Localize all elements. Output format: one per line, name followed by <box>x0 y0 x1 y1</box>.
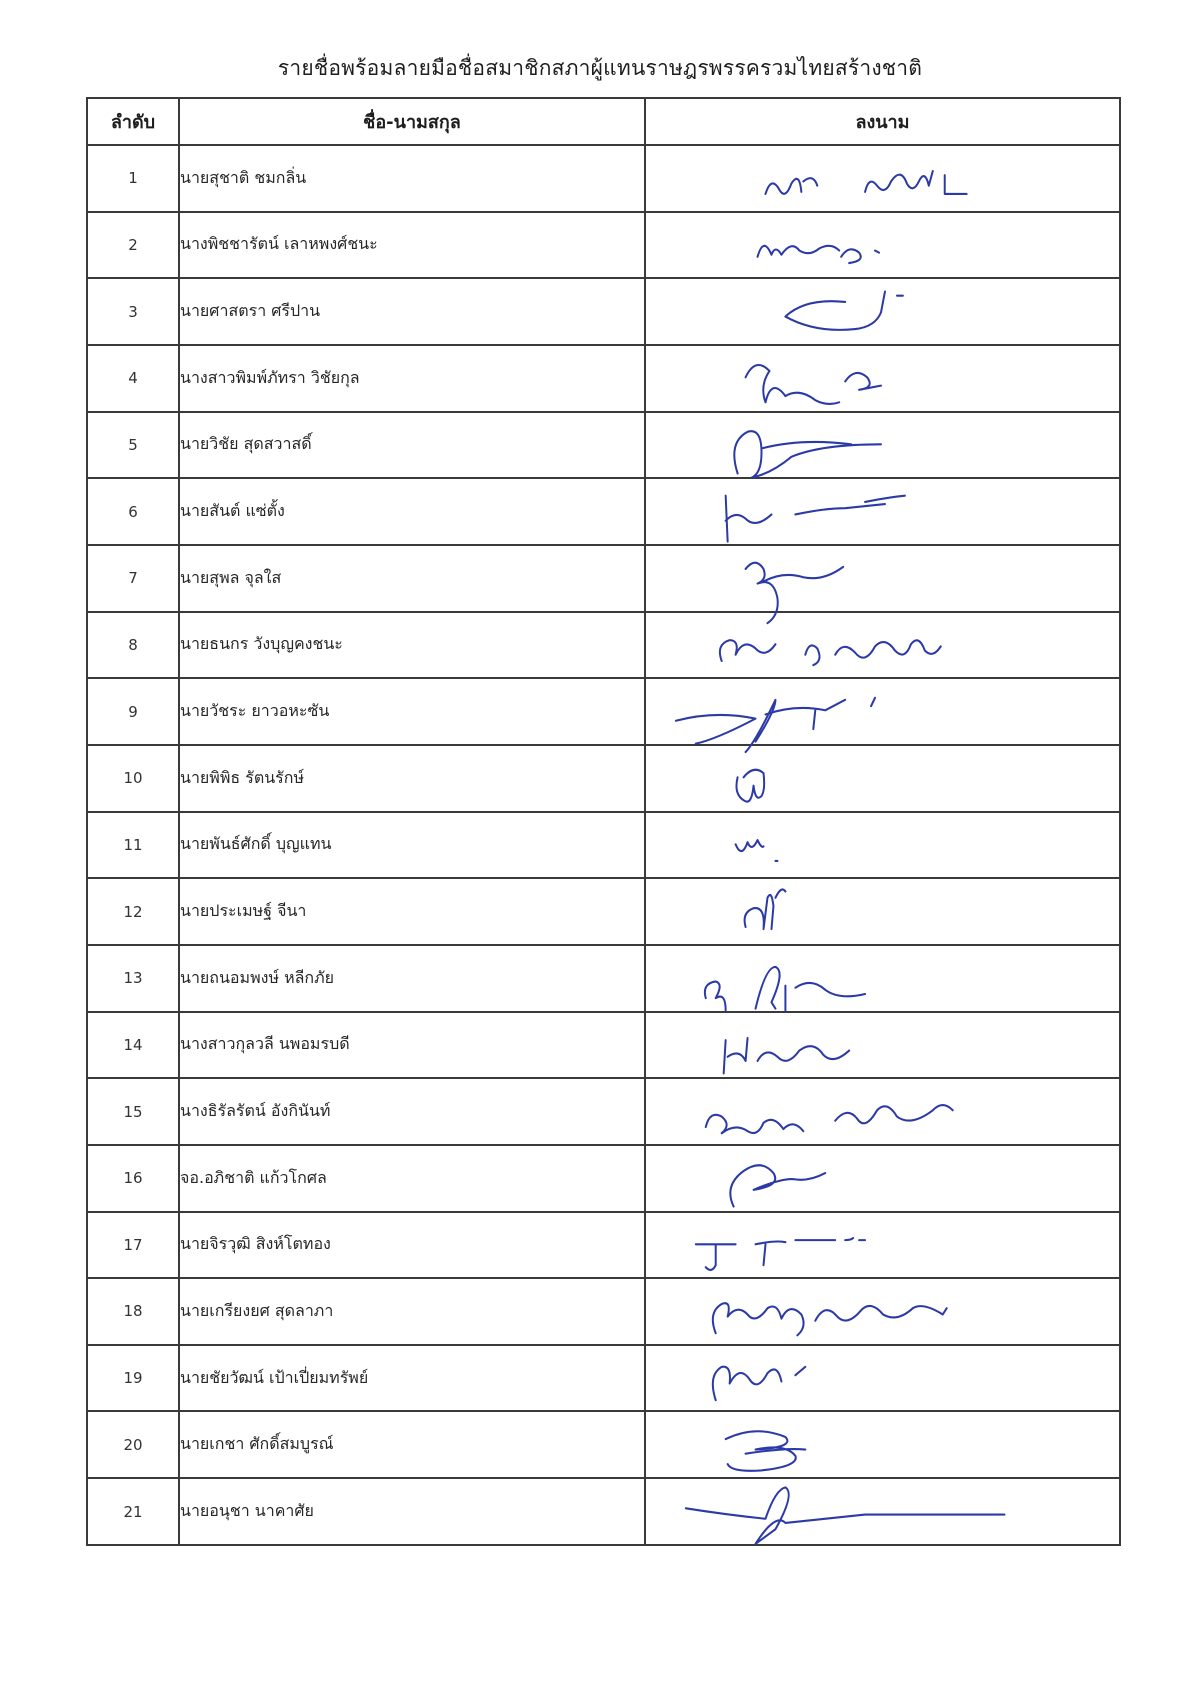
table-row <box>87 1345 1120 1412</box>
signature-stroke <box>746 365 881 404</box>
signature-cell <box>645 878 1120 945</box>
table-row <box>87 478 1120 545</box>
table-row <box>87 878 1120 945</box>
header-no: ลำดับ <box>87 98 179 145</box>
signature-scribble <box>646 1146 1119 1211</box>
signature-scribble <box>646 1213 1119 1278</box>
member-name: นายเกชา ศักดิ์สมบูรณ์ <box>179 1411 645 1478</box>
signature-cell <box>645 812 1120 879</box>
signature-cell <box>645 1278 1120 1345</box>
signature-stroke <box>713 1303 947 1335</box>
signature-scribble <box>646 813 1119 878</box>
member-name: นายสุพล จุลใส <box>179 545 645 612</box>
table-row <box>87 1012 1120 1079</box>
row-number: 15 <box>87 1078 179 1145</box>
signature-stroke <box>705 967 865 1011</box>
table-row <box>87 745 1120 812</box>
table-row <box>87 812 1120 879</box>
signature-cell <box>645 545 1120 612</box>
table-row <box>87 545 1120 612</box>
signature-stroke <box>686 1487 1005 1544</box>
signature-scribble <box>646 546 1119 611</box>
signature-stroke <box>713 1366 806 1400</box>
signature-cell <box>645 1345 1120 1412</box>
row-number: 2 <box>87 212 179 279</box>
signature-stroke <box>726 1432 806 1472</box>
row-number: 5 <box>87 412 179 479</box>
signature-stroke <box>785 292 903 330</box>
member-name: นายอนุชา นาคาศัย <box>179 1478 645 1545</box>
member-name: นายศาสตรา ศรีปาน <box>179 278 645 345</box>
signature-cell <box>645 1212 1120 1279</box>
signature-cell <box>645 145 1120 212</box>
signature-stroke <box>730 1165 825 1206</box>
signature-cell <box>645 612 1120 679</box>
signature-stroke <box>758 245 879 262</box>
signature-scribble <box>646 279 1119 344</box>
signature-stroke <box>736 770 764 802</box>
row-number: 4 <box>87 345 179 412</box>
signature-cell <box>645 945 1120 1012</box>
signature-scribble <box>646 679 1119 744</box>
signature-scribble <box>646 1279 1119 1344</box>
table-row <box>87 1278 1120 1345</box>
signature-scribble <box>646 879 1119 944</box>
row-number: 21 <box>87 1478 179 1545</box>
signature-cell <box>645 678 1120 745</box>
row-number: 18 <box>87 1278 179 1345</box>
row-number: 11 <box>87 812 179 879</box>
header-sign: ลงนาม <box>645 98 1120 145</box>
member-name: นางพิชชารัตน์ เลาหพงศ์ชนะ <box>179 212 645 279</box>
table-header-row <box>87 98 1120 145</box>
signature-cell <box>645 212 1120 279</box>
table-row <box>87 1478 1120 1545</box>
table-row <box>87 612 1120 679</box>
row-number: 20 <box>87 1411 179 1478</box>
table-row <box>87 412 1120 479</box>
row-number: 10 <box>87 745 179 812</box>
row-number: 8 <box>87 612 179 679</box>
signature-cell <box>645 1145 1120 1212</box>
signature-stroke <box>724 1038 849 1073</box>
signature-stroke <box>734 431 881 477</box>
table-row <box>87 345 1120 412</box>
member-name: นายธนกร วังบุญคงชนะ <box>179 612 645 679</box>
signature-cell <box>645 745 1120 812</box>
signature-stroke <box>706 1105 953 1133</box>
table-row <box>87 145 1120 212</box>
signature-table <box>86 97 1121 1546</box>
row-number: 19 <box>87 1345 179 1412</box>
document-title: รายชื่อพร้อมลายมือชื่อสมาชิกสภาผู้แทนราษฎรพรรครวมไทยสร้างชาติ <box>277 56 923 80</box>
signature-scribble <box>646 413 1119 478</box>
member-name: นางธิรัลรัตน์ อังกินันท์ <box>179 1078 645 1145</box>
row-number: 17 <box>87 1212 179 1279</box>
signature-scribble <box>646 479 1119 544</box>
signature-stroke <box>765 171 966 194</box>
table-row <box>87 1212 1120 1279</box>
signature-scribble <box>646 213 1119 278</box>
signature-scribble <box>646 1079 1119 1144</box>
signature-scribble <box>646 1412 1119 1477</box>
signature-stroke <box>736 840 778 861</box>
member-name: นายสุชาติ ชมกลิ่น <box>179 145 645 212</box>
row-number: 3 <box>87 278 179 345</box>
signature-cell <box>645 1012 1120 1079</box>
table-row <box>87 1078 1120 1145</box>
signature-scribble <box>646 946 1119 1011</box>
member-name: นายเกรียงยศ สุดลาภา <box>179 1278 645 1345</box>
signature-scribble <box>646 1346 1119 1411</box>
row-number: 13 <box>87 945 179 1012</box>
table-row <box>87 1145 1120 1212</box>
signature-cell <box>645 1478 1120 1545</box>
signature-scribble <box>646 1479 1119 1544</box>
member-name: นายวิชัย สุดสวาสดิ์ <box>179 412 645 479</box>
member-name: นายชัยวัฒน์ เป้าเปี่ยมทรัพย์ <box>179 1345 645 1412</box>
member-name: นายสันต์ แซ่ตั้ง <box>179 478 645 545</box>
member-name: นายจิรวุฒิ สิงห์โตทอง <box>179 1212 645 1279</box>
member-name: นายวัชระ ยาวอหะซัน <box>179 678 645 745</box>
member-name: นายพิพิธ รัตนรักษ์ <box>179 745 645 812</box>
signature-cell <box>645 1411 1120 1478</box>
signature-scribble <box>646 746 1119 811</box>
member-name: จอ.อภิชาติ แก้วโกศล <box>179 1145 645 1212</box>
table-row <box>87 278 1120 345</box>
header-name: ชื่อ-นามสกุล <box>179 98 645 145</box>
signature-stroke <box>720 640 941 665</box>
table-row <box>87 1411 1120 1478</box>
signature-cell <box>645 345 1120 412</box>
row-number: 9 <box>87 678 179 745</box>
signature-stroke <box>745 890 786 930</box>
row-number: 12 <box>87 878 179 945</box>
signature-cell <box>645 478 1120 545</box>
signature-scribble <box>646 146 1119 211</box>
row-number: 1 <box>87 145 179 212</box>
signature-cell <box>645 412 1120 479</box>
signature-scribble <box>646 1013 1119 1078</box>
signature-cell <box>645 1078 1120 1145</box>
member-name: นายถนอมพงษ์ หลีกภัย <box>179 945 645 1012</box>
signature-stroke <box>696 1238 865 1270</box>
row-number: 6 <box>87 478 179 545</box>
signature-scribble <box>646 613 1119 678</box>
row-number: 7 <box>87 545 179 612</box>
signature-scribble <box>646 346 1119 411</box>
table-row <box>87 678 1120 745</box>
table-row <box>87 212 1120 279</box>
member-name: นางสาวพิมพ์ภัทรา วิชัยกุล <box>179 345 645 412</box>
member-name: นางสาวกุลวลี นพอมรบดี <box>179 1012 645 1079</box>
member-name: นายพันธ์ศักดิ์ บุญแทน <box>179 812 645 879</box>
signature-cell <box>645 278 1120 345</box>
member-name: นายประเมษฐ์ จีนา <box>179 878 645 945</box>
row-number: 14 <box>87 1012 179 1079</box>
table-row <box>87 945 1120 1012</box>
row-number: 16 <box>87 1145 179 1212</box>
signature-stroke <box>726 496 905 542</box>
